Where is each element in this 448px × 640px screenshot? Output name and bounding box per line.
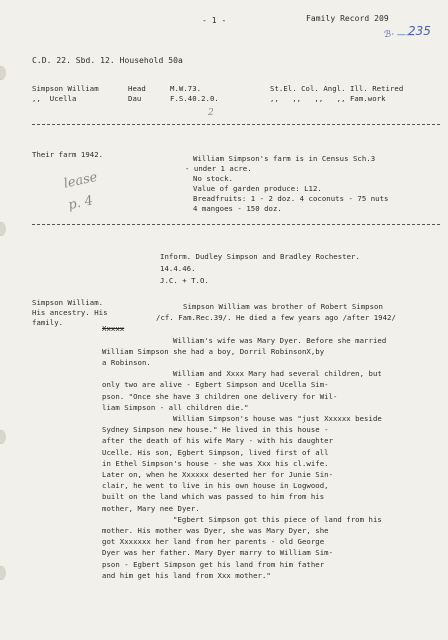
ancestry-heading: Simpson William.	[32, 298, 104, 307]
inform-date: 14.4.46.	[160, 264, 196, 273]
punch-hole	[0, 222, 6, 236]
ancestry-line: William and Xxxx Mary had several children, but	[173, 369, 382, 379]
record-stamp: 235	[408, 24, 431, 38]
ancestry-line: Simpson William was brother of Robert Simpson	[183, 302, 383, 311]
ancestry-line: pson - Egbert Simpson get his land from him father	[102, 559, 325, 569]
farm-heading: Their farm 1942.	[32, 150, 104, 159]
pencil-mark: 2	[208, 108, 214, 118]
punch-hole	[0, 430, 6, 444]
member-marks: St.El. Col. Angl. Ill. Retired	[270, 84, 404, 93]
punch-hole	[0, 566, 6, 580]
ancestry-line: only two are alive - Egbert Simpson and Ucella Sim-	[102, 380, 329, 390]
farm-line: 4 mangoes - 150 doz.	[193, 204, 282, 213]
member-details: F.S.40.2.0.	[170, 94, 219, 103]
page-number: - 1 -	[202, 16, 227, 25]
ancestry-line: William's wife was Mary Dyer. Before she married	[173, 335, 387, 345]
ancestry-line: mother. His mother was Dyer, she was Mary Dyer, she	[102, 526, 329, 535]
ancestry-line: and him get his land from Xxx mother."	[102, 570, 271, 580]
ancestry-line: William Simpson she had a boy, Dorril RobinsonX,by	[102, 346, 325, 356]
ancestry-heading: family.	[32, 318, 64, 327]
ancestry-line: in Ethel Simpson's house - she was Xxx his cl.wife.	[102, 458, 329, 468]
member-relation: Head	[128, 84, 146, 93]
ancestry-line: got Xxxxxxx her land from her parents - old George	[102, 537, 325, 547]
ancestry-heading: His ancestry. His	[32, 308, 108, 317]
family-record-label: Family Record 209	[306, 14, 389, 23]
member-details: M.W.73.	[170, 84, 202, 93]
member-name: ,, Ucella	[32, 94, 77, 103]
farm-line: Breadfruits: 1 - 2 doz. 4 coconuts - 75 nuts	[193, 194, 389, 203]
inform-initials: J.C. + T.O.	[160, 276, 209, 285]
ancestry-line: /cf. Fam.Rec.39/. He died a few years ago /after 1942/	[156, 313, 396, 323]
ancestry-line: Later on, when he Xxxxxx deserted her for Junie Sin-	[102, 470, 334, 479]
ancestry-line: Xxxxx	[102, 324, 125, 334]
ancestry-line: Ucelle. His son, Egbert Simpson, lived first of all	[102, 447, 329, 457]
ancestry-line: William Simpson's house was "just Xxxxxx beside	[173, 414, 382, 423]
ancestry-line: clair, he went to live in his own house in Logwood,	[102, 481, 329, 491]
ancestry-line: liam Simpson - all children die."	[102, 402, 249, 412]
member-relation: Dau	[128, 94, 142, 103]
member-name: Simpson William	[32, 84, 99, 93]
separator-line	[32, 124, 440, 125]
ancestry-line: pson. "Once she have 3 children one delivery for Wil-	[102, 391, 338, 401]
farm-line: William Simpson's farm is in Census Sch.3	[193, 154, 376, 163]
separator-line	[32, 224, 440, 225]
farm-line: No stock.	[193, 174, 233, 183]
ancestry-line: "Egbert Simpson got this piece of land from his	[173, 514, 382, 524]
ancestry-line: after the death of his wife Mary - with his daughter	[102, 436, 334, 446]
punch-hole	[0, 66, 6, 80]
household-line: C.D. 22. Sbd. 12. Household 50a	[32, 56, 183, 65]
record-stamp-prefix: ℬ· ——	[384, 30, 415, 40]
pencil-margin-note: lease p. 4	[62, 169, 99, 214]
ancestry-line: Sydney Simpson new house." He lived in this house -	[102, 425, 329, 435]
farm-line: Value of garden produce: L12.	[193, 184, 322, 193]
ancestry-line: mother, Mary nee Dyer.	[102, 503, 200, 513]
member-marks: ,, ,, ,, ,, Fam.work	[270, 94, 386, 103]
ancestry-line: a Robinson.	[102, 358, 151, 367]
ancestry-line: Dyer was her father. Mary Dyer marry to William Sim-	[102, 548, 334, 558]
farm-line: - under 1 acre.	[185, 164, 252, 173]
informants: Inform. Dudley Simpson and Bradley Rochester.	[160, 252, 360, 261]
ancestry-line: built on the land which was passed to him from his	[102, 492, 325, 502]
